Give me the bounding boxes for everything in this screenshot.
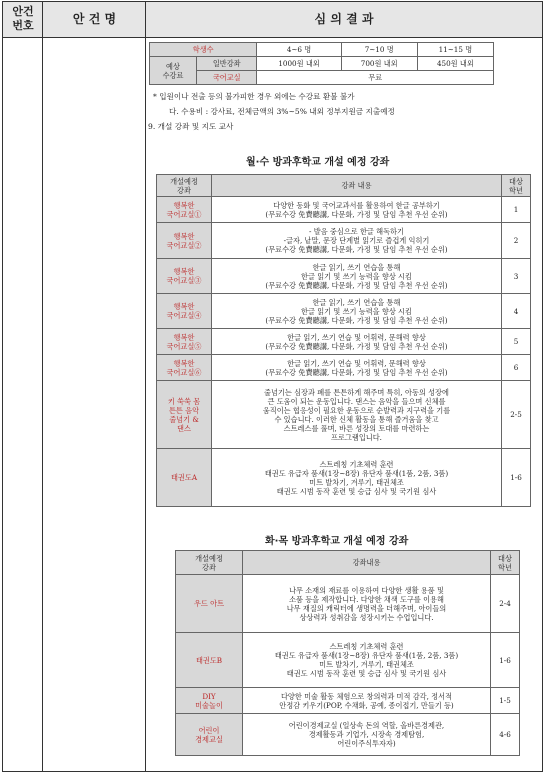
- course-row: [176, 688, 520, 714]
- price-cell: 450원 내외: [417, 57, 493, 71]
- course-list-heading: 9. 개설 강좌 및 지도 교사: [148, 122, 234, 131]
- course-description: 어린이경제교실 (일상속 돈의 역할, 올바른경제관, 경제활동과 기업가, 시장속 경제탐험, 어린이주식투자자): [243, 714, 491, 756]
- course-row: [157, 294, 531, 329]
- course-row: [176, 714, 520, 756]
- header-row: [3, 2, 542, 38]
- students-label: 학생수: [150, 43, 257, 57]
- col-grade: 대상 학년: [502, 175, 531, 197]
- course-grade: 4-6: [491, 714, 520, 756]
- review-document: [2, 1, 543, 772]
- course-name: 행복한 국어교실②: [157, 223, 212, 259]
- course-grade: 3: [502, 259, 531, 294]
- header-review-result: 심 의 결 과: [314, 12, 374, 26]
- mon-wed-schedule-table: [156, 174, 531, 507]
- course-row: [157, 449, 531, 507]
- fee-table: [149, 42, 494, 85]
- course-row: [157, 223, 531, 259]
- section1-title: 월·수 방과후학교 개설 예정 강좌: [246, 157, 390, 168]
- course-description: 한글 읽기, 쓰기 연습 및 어휘력, 문해력 향상 (무료수강 免費聽講, 다문화, 가정 및 담임 추천 우선 순위): [212, 329, 502, 355]
- course-description: 다양한 미술 활동 체험으로 창의력과 미적 감각, 정서적 안정감 키우기(POP, 수채화, 공예, 종이접기, 만들기 등): [243, 688, 491, 714]
- course-name: 행복한 국어교실③: [157, 259, 212, 294]
- course-description: 한글 읽기, 쓰기 연습 및 어휘력, 문해력 향상 (무료수강 免費聽講, 다문화, 가정 및 담임 추천 우선 순위): [212, 355, 502, 381]
- header-item-number: 안건 번호: [12, 5, 34, 32]
- col-course: 개설예정 강좌: [157, 175, 212, 197]
- course-description: - 발음 중심으로 한글 해독하기 -글자, 낱말, 문장 단계별 읽기로 즐겁게 익히기 (무료수강 免費聽講, 다문화, 가정 및 담임 추천 우선 순위): [212, 223, 502, 259]
- type-korean: 국어교실: [197, 71, 257, 85]
- course-description: 스트레칭 기초체력 훈련 태권도 유급자 품새(1장~8장) 유단자 품새(1품, 2품, 3품) 미트 발차기, 겨루기, 태권체조 태권도 시범 동작 훈련 및 승급 심사 및 국기원 심사: [243, 633, 491, 688]
- course-name: 우드 아트: [176, 575, 243, 633]
- course-grade: 1: [502, 197, 531, 223]
- header-item-name: 안 건 명: [72, 12, 117, 26]
- course-name: 태권도B: [176, 633, 243, 688]
- divider: [145, 2, 146, 771]
- course-row: [157, 381, 531, 449]
- divider: [42, 2, 43, 771]
- course-row: [176, 575, 520, 633]
- course-row: [157, 259, 531, 294]
- course-description: 다양한 동화 및 국어교과서를 활용하여 한글 공부하기 (무료수강 免費聽講, 다문화, 가정 및 담임 추천 우선 순위): [212, 197, 502, 223]
- col-content: 강좌내용: [243, 551, 491, 575]
- section2-title: 화·목 방과후학교 개설 예정 강좌: [265, 536, 409, 547]
- course-description: 한글 읽기, 쓰기 연습을 통해 한글 읽기 및 쓰기 능력을 향상 시킴 (무료수강 免費聽講, 다문화, 가정 및 담임 추천 우선 순위): [212, 259, 502, 294]
- type-general: 일반강좌: [197, 57, 257, 71]
- group-cell: 4~6 명: [257, 43, 341, 57]
- course-name: DIY 미술놀이: [176, 688, 243, 714]
- course-grade: 1-5: [491, 688, 520, 714]
- course-row: [157, 329, 531, 355]
- course-grade: 5: [502, 329, 531, 355]
- course-name: 키 쑥쑥 몸 튼튼 음악 줄넘기 & 댄스: [157, 381, 212, 449]
- price-label: 예상 수강료: [150, 57, 197, 85]
- course-name: 행복한 국어교실④: [157, 294, 212, 329]
- price-cell: 700원 내외: [341, 57, 417, 71]
- course-description: 한글 읽기, 쓰기 연습을 통해 한글 읽기 및 쓰기 능력을 향상 시킴 (무료수강 免費聽講, 다문화, 가정 및 담임 추천 우선 순위): [212, 294, 502, 329]
- col-content: 강좌 내용: [212, 175, 502, 197]
- course-name: 태권도A: [157, 449, 212, 507]
- price-cell: 1000원 내외: [257, 57, 341, 71]
- price-free: 무료: [257, 71, 494, 85]
- course-grade: 4: [502, 294, 531, 329]
- course-row: [176, 633, 520, 688]
- course-grade: 2-4: [491, 575, 520, 633]
- course-grade: 1-6: [491, 633, 520, 688]
- refund-note: * 입원이나 전출 등의 불가피한 경우 외에는 수강료 환불 불가: [153, 92, 355, 101]
- col-grade: 대상 학년: [491, 551, 520, 575]
- expense-note: 다. 수용비 : 강사료, 전체금액의 3%~5% 내외 정부지원금 지출예정: [169, 107, 395, 116]
- course-name: 어린이 경제교실: [176, 714, 243, 756]
- course-description: 나무 소재의 재료를 이용하여 다양한 생활 용품 및 소품 등을 제작합니다. 다양한 채색 도구를 이용해 나무 재질의 캐릭터에 생명력을 더해주며, 아이들의 상상력과 성취감을 성장시키는 수업입니다.: [243, 575, 491, 633]
- course-grade: 2: [502, 223, 531, 259]
- course-row: [157, 197, 531, 223]
- tue-thu-schedule-table: [175, 550, 520, 756]
- course-description: 스트레칭 기초체력 훈련 태권도 유급자 품새(1장~8장) 유단자 품새(1품, 2품, 3품) 미트 발차기, 겨루기, 태권체조 태권도 시범 동작 훈련 및 승급 심사 및 국기원 심사: [212, 449, 502, 507]
- course-grade: 2-5: [502, 381, 531, 449]
- col-course: 개설예정 강좌: [176, 551, 243, 575]
- course-grade: 6: [502, 355, 531, 381]
- course-name: 행복한 국어교실⑤: [157, 329, 212, 355]
- course-row: [157, 355, 531, 381]
- course-name: 행복한 국어교실①: [157, 197, 212, 223]
- course-description: 줄넘기는 심장과 폐를 튼튼하게 해주며 특히, 아동의 성장에 큰 도움이 되는 운동입니다. 댄스는 음악을 들으며 신체를 움직이는 협응성이 필요한 운동으로 순발력과 지구력을 기를 수 있습니다. 이러한 신체 활동을 통해 즐거움을 찾고 스트레스를 풀며, 바른 성장의 토대를 마련하는 프로그램입니다.: [212, 381, 502, 449]
- course-grade: 1-6: [502, 449, 531, 507]
- group-cell: 11~15 명: [417, 43, 493, 57]
- group-cell: 7~10 명: [341, 43, 417, 57]
- course-name: 행복한 국어교실⑥: [157, 355, 212, 381]
